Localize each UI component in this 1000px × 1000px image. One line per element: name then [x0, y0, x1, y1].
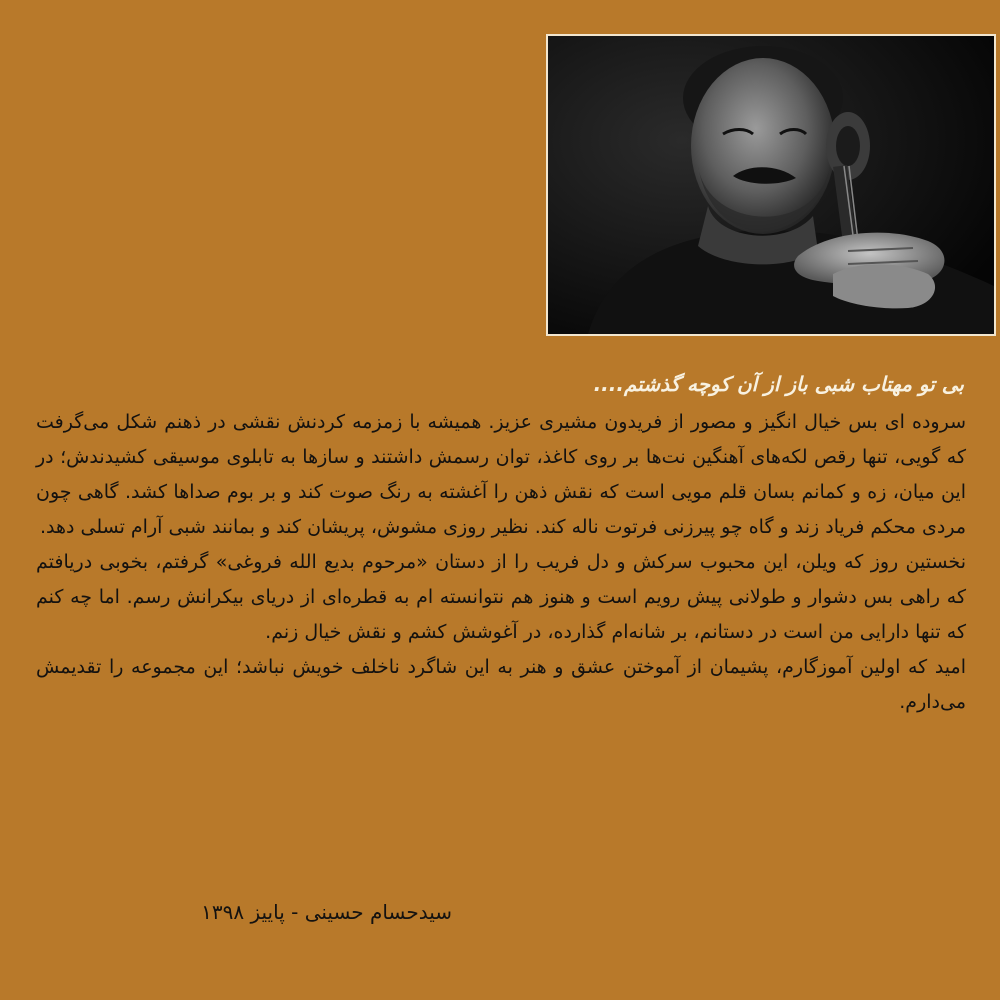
paragraph-2: نخستین روز که ویلن، این محبوب سرکش و دل فریب را از دستان «مرحوم بدیع الله فروغی» گرفتم، بخوبی دریافتم که راهی بس دشوار و طولانی پیش رویم است و هنوز هم نتوانسته ام به قطره‌ای از دریای بیکرانش رسم. اما چه کنم که تنها دارایی من است در دستانم، بر شانه‌ام گذارده، در آغوشش کشم و نقش خیال زنم. [36, 551, 966, 643]
body-text [36, 405, 966, 720]
paragraph-1: سروده ای بس خیال انگیز و مصور از فریدون مشیری عزیز. همیشه با زمزمه کردنش نقشی در ذهنم شکل می‌گرفت که گویی، تنها رقص لکه‌های آهنگین نت‌ها بر روی کاغذ، توان رسمش داشتند و سازها به تابلوی موسیقی کشیدندش؛ در این میان، زه و کمانم بسان قلم مویی است که نقش ذهن را آغشته به رنگ صوت کند و بر بوم صداها کشد. گاهی چون مردی محکم فریاد زند و گاه چو پیرزنی فرتوت ناله کند. نظیر روزی مشوش، پریشان کند و بمانند شبی آرام تسلی دهد. [36, 411, 966, 538]
paragraph-3: امید که اولین آموزگارم، پشیمان از آموختن عشق و هنر به این شاگرد ناخلف خویش نباشد؛ این مجموعه را تقدیمش می‌دارم. [36, 656, 966, 713]
portrait-photo [546, 34, 996, 336]
signature: سیدحسام حسینی - پاییز ۱۳۹۸ [201, 900, 452, 924]
poem-title: بی تو مهتاب شبی باز از آن کوچه گذشتم.... [593, 372, 964, 396]
violinist-portrait-icon [548, 36, 994, 334]
